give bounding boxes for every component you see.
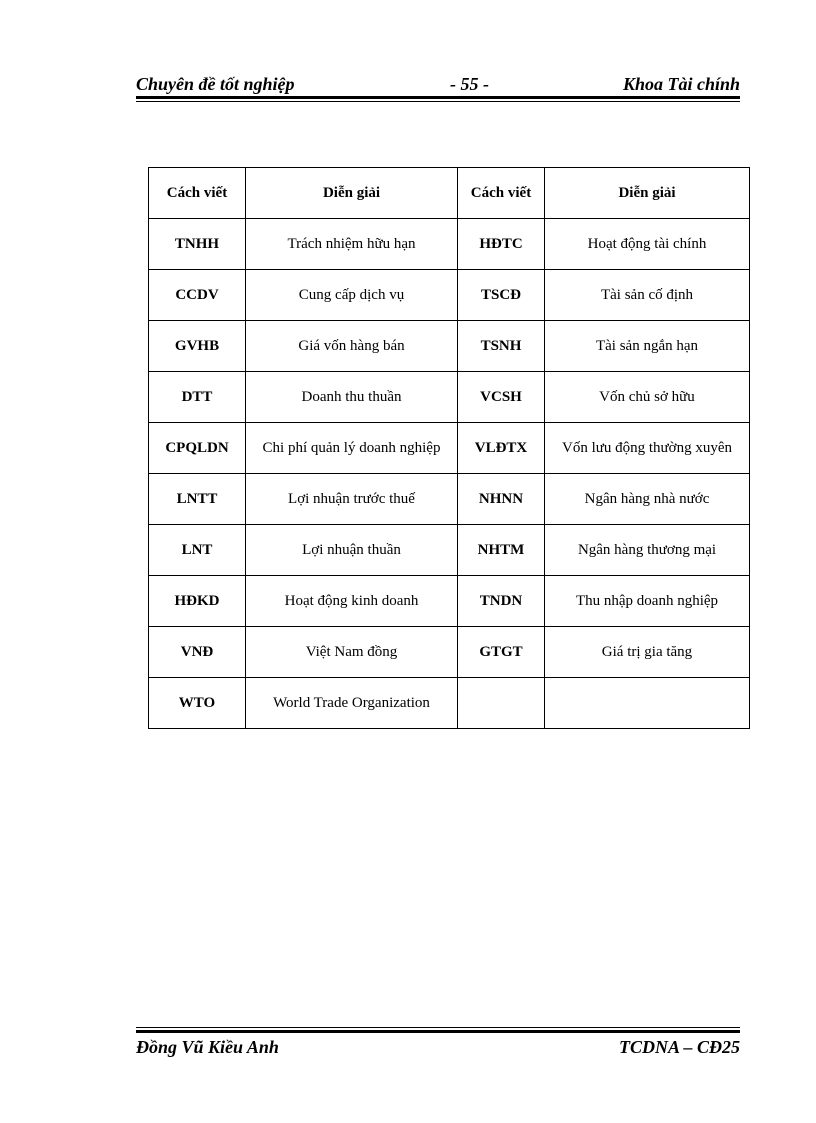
explanation-cell: Chi phí quản lý doanh nghiệp — [246, 423, 458, 474]
abbreviation-cell: DTT — [149, 372, 246, 423]
abbreviation-cell: VLĐTX — [458, 423, 545, 474]
explanation-cell: Vốn chủ sở hữu — [545, 372, 750, 423]
footer-rule-thick — [136, 1030, 740, 1033]
abbreviation-cell: LNTT — [149, 474, 246, 525]
footer-rule-thin — [136, 1027, 740, 1028]
abbreviation-cell: LNT — [149, 525, 246, 576]
header-abbreviation-1: Cách viết — [149, 168, 246, 219]
explanation-cell: Lợi nhuận thuần — [246, 525, 458, 576]
abbreviation-cell — [458, 678, 545, 729]
explanation-cell: Doanh thu thuần — [246, 372, 458, 423]
explanation-cell: Giá vốn hàng bán — [246, 321, 458, 372]
footer-author: Đồng Vũ Kiều Anh — [136, 1037, 279, 1057]
explanation-cell: Cung cấp dịch vụ — [246, 270, 458, 321]
abbreviation-cell: TSCĐ — [458, 270, 545, 321]
page-number: - 55 - — [450, 74, 489, 94]
abbreviation-cell: VNĐ — [149, 627, 246, 678]
explanation-cell: Hoạt động kinh doanh — [246, 576, 458, 627]
abbreviation-cell: GVHB — [149, 321, 246, 372]
explanation-cell: Ngân hàng thương mại — [545, 525, 750, 576]
abbreviation-cell: HĐKD — [149, 576, 246, 627]
header-rule-thin — [136, 101, 740, 102]
table-header-row — [149, 168, 750, 219]
table-row — [149, 474, 750, 525]
abbreviation-cell: WTO — [149, 678, 246, 729]
abbreviation-cell: GTGT — [458, 627, 545, 678]
explanation-cell: Hoạt động tài chính — [545, 219, 750, 270]
header-faculty: Khoa Tài chính — [622, 74, 740, 94]
page-footer — [136, 1035, 740, 1059]
explanation-cell — [545, 678, 750, 729]
abbreviation-cell: CPQLDN — [149, 423, 246, 474]
table-row — [149, 627, 750, 678]
explanation-cell: Tài sản ngắn hạn — [545, 321, 750, 372]
abbreviation-cell: TSNH — [458, 321, 545, 372]
table-row — [149, 270, 750, 321]
explanation-cell: Ngân hàng nhà nước — [545, 474, 750, 525]
abbreviation-cell: VCSH — [458, 372, 545, 423]
explanation-cell: Giá trị gia tăng — [545, 627, 750, 678]
table-row — [149, 678, 750, 729]
abbreviation-table — [148, 167, 750, 729]
table-row — [149, 219, 750, 270]
header-explanation-1: Diễn giải — [246, 168, 458, 219]
abbreviation-cell: NHTM — [458, 525, 545, 576]
explanation-cell: Thu nhập doanh nghiệp — [545, 576, 750, 627]
explanation-cell: Trách nhiệm hữu hạn — [246, 219, 458, 270]
footer-class: TCDNA – CĐ25 — [618, 1037, 740, 1057]
abbreviation-cell: CCDV — [149, 270, 246, 321]
table-row — [149, 321, 750, 372]
header-abbreviation-2: Cách viết — [458, 168, 545, 219]
header-explanation-2: Diễn giải — [545, 168, 750, 219]
abbreviation-cell: NHNN — [458, 474, 545, 525]
header-rule-thick — [136, 96, 740, 99]
abbreviation-cell: HĐTC — [458, 219, 545, 270]
table-row — [149, 576, 750, 627]
explanation-cell: World Trade Organization — [246, 678, 458, 729]
table-row — [149, 525, 750, 576]
page-header — [136, 72, 740, 96]
table-row — [149, 372, 750, 423]
explanation-cell: Lợi nhuận trước thuế — [246, 474, 458, 525]
abbreviation-cell: TNDN — [458, 576, 545, 627]
table-row — [149, 423, 750, 474]
explanation-cell: Vốn lưu động thường xuyên — [545, 423, 750, 474]
abbreviation-cell: TNHH — [149, 219, 246, 270]
explanation-cell: Tài sản cố định — [545, 270, 750, 321]
header-thesis-title: Chuyên đề tốt nghiệp — [136, 74, 295, 94]
explanation-cell: Việt Nam đồng — [246, 627, 458, 678]
